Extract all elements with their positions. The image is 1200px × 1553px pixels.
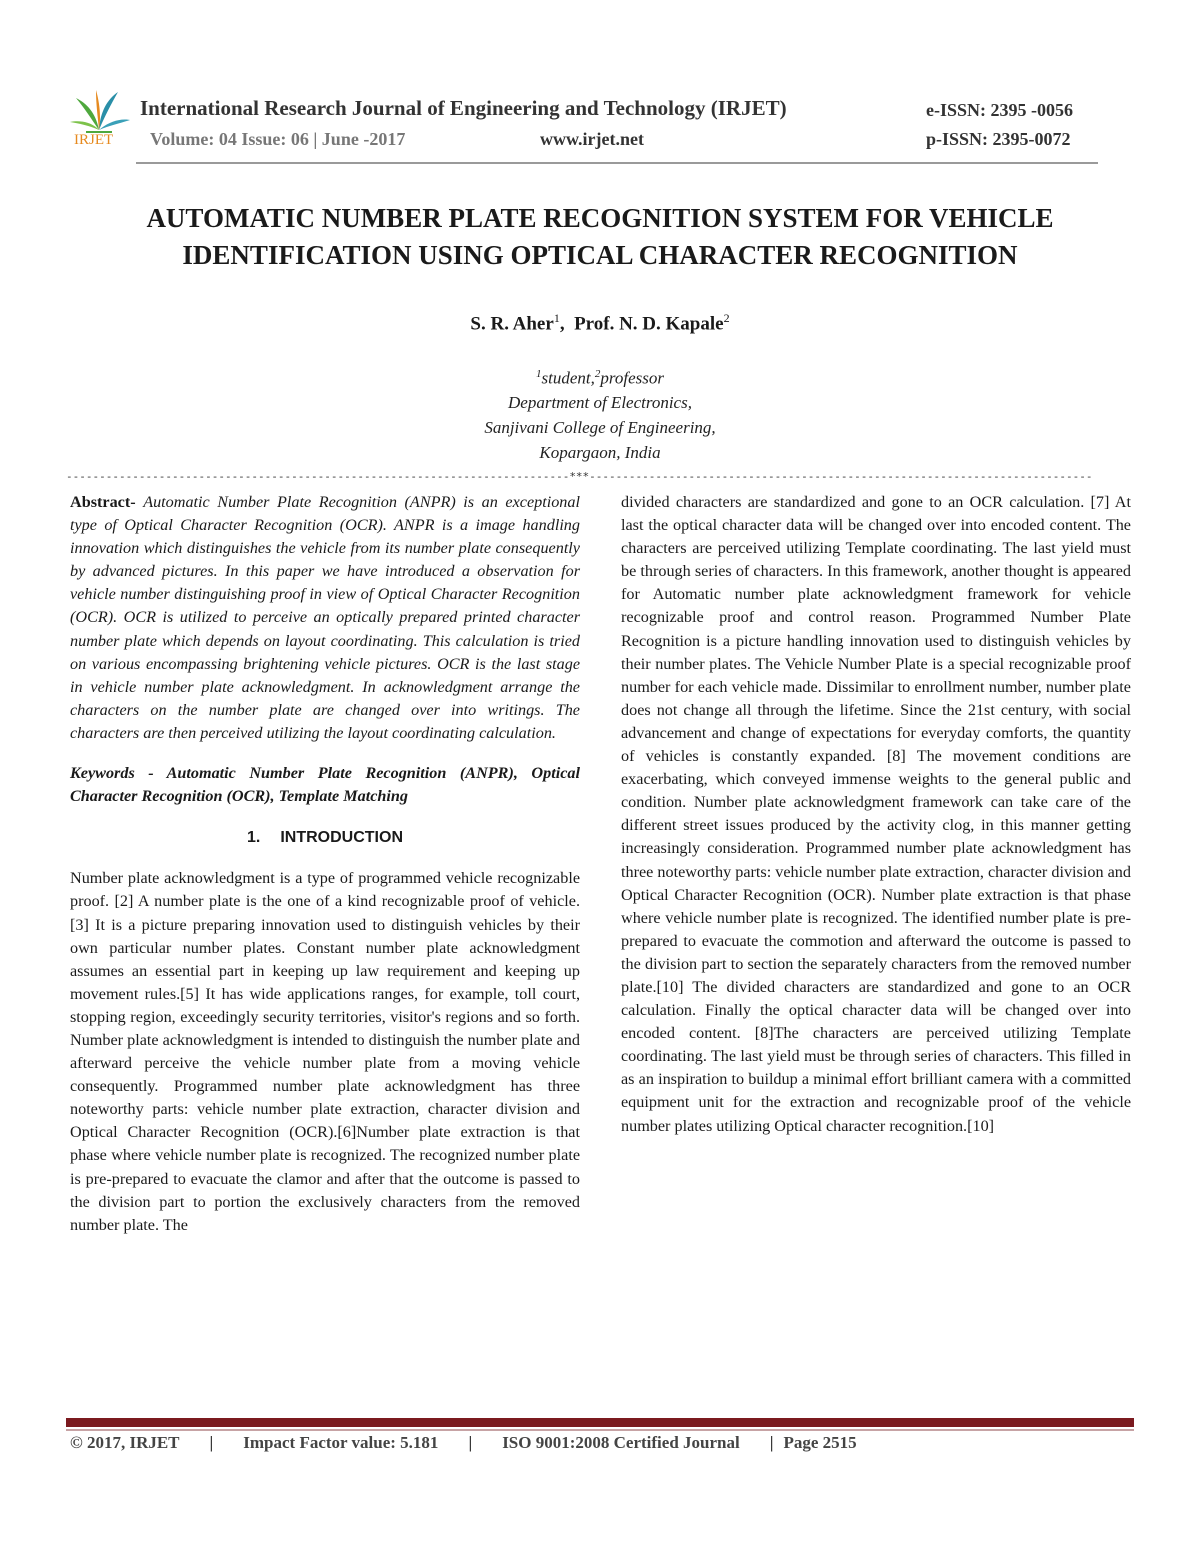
page-footer — [70, 1433, 857, 1453]
intro-paragraph-left: Number plate acknowledgment is a type of programmed vehicle recognizable proof. [2] A number plate is the one of a kind recognizable proof of vehicle. [3] It is a picture preparing innovation used to distinguish vehicles by their own particular number plates. Constant number plate acknowledgment assumes an essential part in keeping up law requirement and keeping up movement rules.[5] It has wide applications ranges, for example, toll court, stopping region, exceedingly security territories, visitor's regions and so forth. Number plate acknowledgment is intended to distinguish the number plate and afterward perceive the vehicle number plate from a moving vehicle consequently. Programmed number plate acknowledgment has three noteworthy parts: vehicle number plate extraction, character division and Optical Character Recognition (OCR).[6]Number plate extraction is that phase where vehicle number plate is recognized. The recognized number plate is pre-prepared to evacuate the clamor and after that the outcome is passed to the division part to portion the exclusively characters from the removed number plate. The — [70, 869, 580, 1234]
keywords-text: - Automatic Number Plate Recognition (ANPR), Optical Character Recognition (OCR), Template Matching — [70, 764, 580, 806]
e-issn: e-ISSN: 2395 -0056 — [926, 100, 1073, 120]
affiliation-department: Department of Electronics, — [508, 393, 692, 412]
affil-role-student: student, — [541, 368, 595, 388]
affiliation-roles — [0, 368, 1200, 389]
journal-website[interactable]: www.irjet.net — [540, 129, 644, 149]
affil-sup-2: 2 — [594, 368, 601, 380]
section-divider: ----------------------------------------------------------------------------***---------------------------------------------------------------------------- — [66, 470, 1093, 483]
footer-separator: | — [209, 1433, 214, 1452]
abstract-text: Automatic Number Plate Recognition (ANPR) is an exceptional type of Optical Character Recognition (OCR). ANPR is a image handling innovation which distinguishes the vehicle from its number plate consequently by advanced pictures. In this paper we have introduced a observation for vehicle number distinguishing proof in view of Optical Character Recognition (OCR). OCR is utilized to perceive an optically prepared printed character number plate which depends on layout coordinating. This calculation is tried on various encompassing brightening vehicle pictures. OCR is the last stage in vehicle number plate acknowledgment. In acknowledgment arrange the characters on the number plate are changed over into writings. The characters are then perceived utilizing the layout coordinating calculation. — [70, 493, 580, 742]
author-1: S. R. Aher — [470, 313, 554, 335]
section-heading-introduction — [70, 826, 580, 849]
keywords — [70, 762, 580, 808]
keywords-label: Keywords — [70, 764, 135, 783]
footer-separator: | — [769, 1433, 774, 1452]
footer-rule — [66, 1418, 1134, 1427]
affil-sup-1: 1 — [536, 368, 542, 380]
intro-paragraph-right: divided characters are standardized and gone to an OCR calculation. [7] At last the optical character data will be changed over into encoded content. The characters are perceived utilizing Template coordinating. The last yield must be through series of characters. In this framework, another thought is appeared for Automatic number plate acknowledgment framework for vehicle recognizable proof and control reason. Programmed Number Plate Recognition is a picture handling innovation used to distinguish vehicles by their number plates. The Vehicle Number Plate is a special recognizable proof number for each vehicle made. Dissimilar to enrollment number, number plate does not change all through the lifetime. Since the 21st century, with social advancement and change of expectations for everyday comforts, the quantity of vehicles is constantly expanded. [8] The movement conditions are exacerbating, which conveyed immense weights to the general public and condition. Number plate acknowledgment framework can take care of the different street issues produced by the activity clog, in this manner getting increasingly consideration. Programmed number plate acknowledgment has three noteworthy parts: vehicle number plate extraction, character division and Optical Character Recognition (OCR). Number plate extraction is that phase where vehicle number plate is recognized. The identified number plate is pre-prepared to evacuate the commotion and afterward the outcome is passed to the division part to section the separately characters from the removed number plate.[10] The divided characters are standardized and gone to an OCR calculation. Finally the optical character data will be changed over into encoded content. [8]The characters are perceived utilizing Template coordinating. The last yield must be through series of characters. This filled in as an inspiration to buildup a minimal effort brilliant camera with a committed equipment unit for the extraction and recognizable proof of the vehicle number plates utilizing Optical character recognition.[10] — [621, 493, 1131, 1135]
author-list — [0, 311, 1200, 335]
author-2-affil: 2 — [723, 311, 730, 325]
footer-iso: ISO 9001:2008 Certified Journal — [502, 1433, 740, 1452]
header-rule — [136, 162, 1098, 164]
section-number: 1. — [247, 829, 261, 847]
abstract-dash: - — [130, 493, 144, 511]
author-1-affil: 1 — [553, 311, 560, 325]
section-title: INTRODUCTION — [280, 829, 403, 847]
footer-page-number: Page 2515 — [783, 1433, 857, 1452]
footer-separator: | — [468, 1433, 473, 1452]
abstract-label: Abstract — [70, 493, 131, 511]
author-2: Prof. N. D. Kapale — [574, 313, 724, 335]
author-separator: , — [559, 313, 575, 335]
affiliation-location: Kopargaon, India — [539, 443, 661, 462]
logo-text: IRJET — [74, 132, 114, 148]
title-line-2: IDENTIFICATION USING OPTICAL CHARACTER RECOGNITION — [182, 240, 1018, 270]
irjet-logo — [66, 84, 132, 154]
journal-title: International Research Journal of Engineering and Technology (IRJET) — [140, 96, 787, 120]
footer-impact-factor: Impact Factor value: 5.181 — [243, 1433, 439, 1452]
footer-copyright: © 2017, IRJET — [70, 1433, 180, 1452]
footer-rule-thin — [66, 1429, 1134, 1431]
title-line-1: AUTOMATIC NUMBER PLATE RECOGNITION SYSTEM FOR VEHICLE — [146, 203, 1054, 233]
volume-issue: Volume: 04 Issue: 06 | June -2017 — [150, 129, 406, 149]
p-issn: p-ISSN: 2395-0072 — [926, 129, 1071, 149]
right-column — [621, 491, 1131, 1138]
affil-role-professor: professor — [600, 368, 664, 388]
abstract — [70, 491, 580, 745]
affiliation-college: Sanjivani College of Engineering, — [484, 418, 716, 437]
paper-title — [60, 200, 1140, 274]
left-column — [70, 491, 580, 1237]
